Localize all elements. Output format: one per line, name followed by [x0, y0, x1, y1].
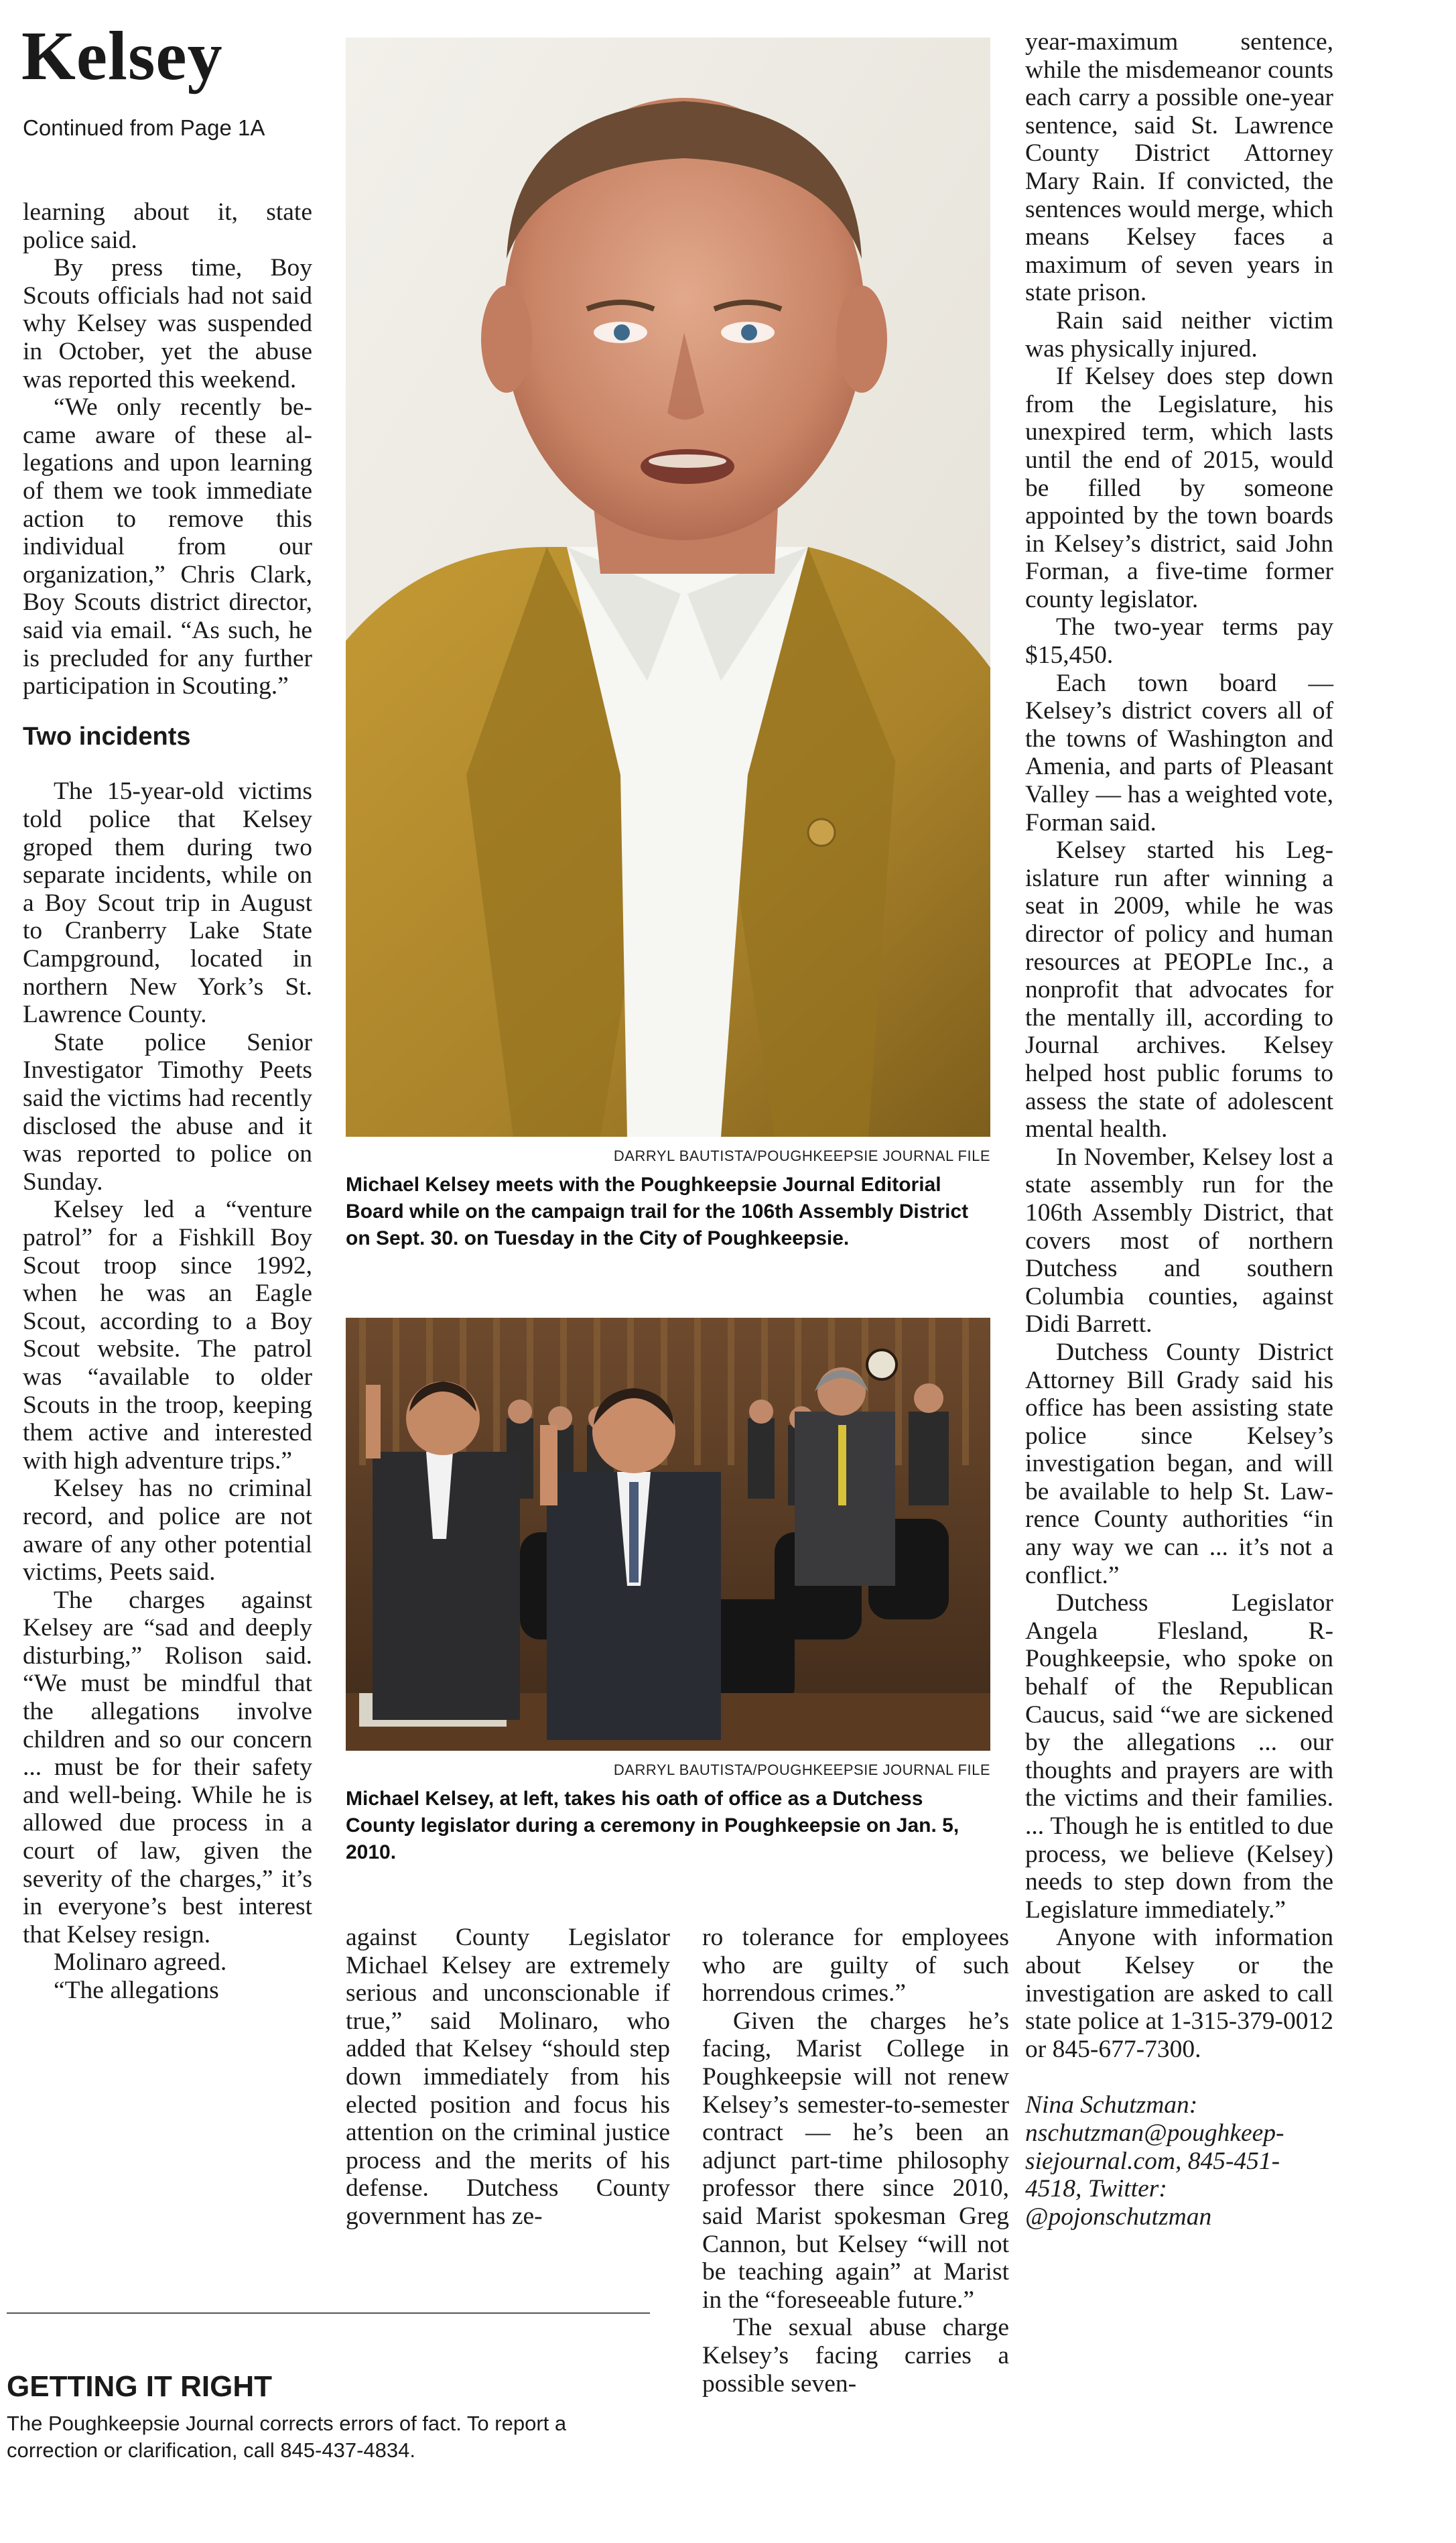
- article-column-2: [346, 1924, 670, 2231]
- corrections-body: The Poughkeepsie Journal corrects errors of fact. To report a correction or clarification, call 845-437-4834.: [7, 2412, 567, 2462]
- continued-note: Continued from Page 1A: [23, 115, 265, 140]
- photo-caption: Michael Kelsey meets with the Poughkeepsie Journal Editorial Board while on the campaign trail for the 106th Assembly District on Sept. 30. on Tuesday in the City of Poughkeepsie.: [346, 1174, 969, 1249]
- paragraph: against County Legislator Michael Kelsey are extremely serious and unconscionable if true,” said Molinaro, who added that Kelsey “should step down immediately from his elected position and focus his attention on the criminal justice process and the merits of his defense. Dutchess County government has ze-: [346, 1924, 670, 2230]
- paragraph: Dutchess Legislator Angela Flesland, R-Poughkeepsie, who spoke on behalf of the Republican Caucus, said “we are sickened by the allegations ... our thoughts and prayers are with the victims and their families. ... Though he is entitled to due process, we believe (Kelsey) needs to step down from the Legislature immediately.”: [1025, 1589, 1333, 1924]
- paragraph: Dutchess County District Attorney Bill Grady said his office has been assisting state police since Kelsey’s investigation began, and will be available to help St. Lawrence County authorities “in any way we can ... it’s not a conflict.”: [1025, 1338, 1333, 1589]
- article-column-4: [1025, 28, 1333, 2231]
- portrait-image: [346, 38, 990, 1137]
- article-column-3: [702, 1924, 1009, 2398]
- paragraph: Kelsey led a “venture patrol” for a Fishkill Boy Scout troop since 1992, when he was an Eagle Scout, according to a Boy Scout website. The patrol was “available to older Scouts in the troop, keeping them active and interested with high adventure trips.”: [23, 1196, 312, 1475]
- photo-caption: Michael Kelsey, at left, takes his oath of office as a Dutchess County legislator during a ceremony in Poughkeepsie on Jan. 5, 2010.: [346, 1788, 959, 1863]
- photo-oath-ceremony: [346, 1318, 990, 1751]
- paragraph: year-maximum sentence, while the misdemeanor counts each carry a possible one-year sentence, said St. Lawrence County District Attorney Mary Rain. If convicted, the sentences would merge, which means Kelsey faces a maximum of seven years in state prison.: [1025, 28, 1333, 307]
- oath-ceremony-image: [346, 1318, 990, 1751]
- headline: Kelsey: [21, 17, 223, 95]
- paragraph: State police Senior Investigator Timothy Peets said the victims had recently disclosed the abuse and it was reported to police on Sunday.: [23, 1028, 312, 1196]
- paragraph: Given the charges he’s facing, Marist College in Poughkeepsie will not renew Kelsey’s semester-to-semester contract — he’s been an adjunct part-time philosophy professor there since 2010, said Marist spokesman Greg Cannon, but Kelsey “will not be teaching again” at Marist in the “foreseeable future.”: [702, 2007, 1009, 2314]
- photo-credit: DARRYL BAUTISTA/POUGHKEEPSIE JOURNAL FILE: [613, 1148, 990, 1164]
- paragraph: Molinaro agreed.: [54, 1948, 227, 1977]
- paragraph: Kelsey started his Legislature run after winning a seat in 2009, while he was director of policy and human resources at PEOPLe Inc., a nonprofit that advocates for the mentally ill, according to Journal archives. Kelsey helped host public forums to assess the state of adolescent mental health.: [1025, 836, 1333, 1143]
- paragraph: In November, Kelsey lost a state assembly run for the 106th Assembly District, that covers most of northern Dutchess and southern Columbia counties, against Didi Barrett.: [1025, 1143, 1333, 1339]
- photo-kelsey-portrait: [346, 38, 990, 1137]
- paragraph: The charges against Kelsey are “sad and deeply disturbing,” Rolison said. “We must be mindful that the allegations involve children and so our concern ... must be for their safety and well-being. While he is allowed due process in a court of law, given the severity of the charges,” it’s in everyone’s best interest that Kelsey resign.: [23, 1586, 312, 1948]
- paragraph: “We only recently became aware of these allegations and upon learning of them we took immediate action to remove this individual from our organization,” Chris Clark, Boy Scouts district director, said via email. “As such, he is precluded for any further participation in Scouting.”: [23, 393, 312, 700]
- photo-credit: DARRYL BAUTISTA/POUGHKEEPSIE JOURNAL FILE: [613, 1761, 990, 1778]
- subhead: Two incidents: [23, 722, 191, 751]
- byline: Nina Schutzman: nschutzman@poughkeepsiejournal.com, 845-451-4518, Twitter: @pojonschutzman: [1025, 2091, 1284, 2231]
- paragraph: The two-year terms pay $15,450.: [1025, 613, 1333, 670]
- paragraph: learning about it, state police said.: [23, 198, 312, 254]
- paragraph: “The allegations: [54, 1977, 219, 2005]
- divider: [7, 2312, 650, 2314]
- article-column-1: [23, 198, 312, 2216]
- paragraph: The 15-year-old victims told police that Kelsey groped them during two separate incidents, while on a Boy Scout trip in August to Cranberry Lake State Campground, located in northern New York’s St. Lawrence County.: [23, 778, 312, 1029]
- paragraph: ro tolerance for employees who are guilty of such horrendous crimes.”: [702, 1924, 1009, 2007]
- corrections-title: GETTING IT RIGHT: [7, 2370, 272, 2403]
- paragraph: Rain said neither victim was physically injured.: [1025, 306, 1333, 363]
- paragraph: By press time, Boy Scouts officials had not said why Kelsey was suspended in October, yet the abuse was reported this weekend.: [23, 254, 312, 393]
- paragraph: Each town board — Kelsey’s district covers all of the towns of Washington and Amenia, and parts of Pleasant Valley — has a weighted vote, Forman said.: [1025, 669, 1333, 836]
- paragraph: Kelsey has no criminal record, and police are not aware of any other potential victims, Peets said.: [23, 1475, 312, 1587]
- paragraph: If Kelsey does step down from the Legislature, his unexpired term, which lasts until the end of 2015, would be filled by someone appointed by the town boards in Kelsey’s district, said John Forman, a five-time former county legislator.: [1025, 363, 1333, 613]
- paragraph: Anyone with information about Kelsey or the investigation are asked to call state police at 1-315-379-0012 or 845-677-7300.: [1025, 1924, 1333, 2063]
- paragraph: The sexual abuse charge Kelsey’s facing carries a possible seven-: [702, 2314, 1009, 2398]
